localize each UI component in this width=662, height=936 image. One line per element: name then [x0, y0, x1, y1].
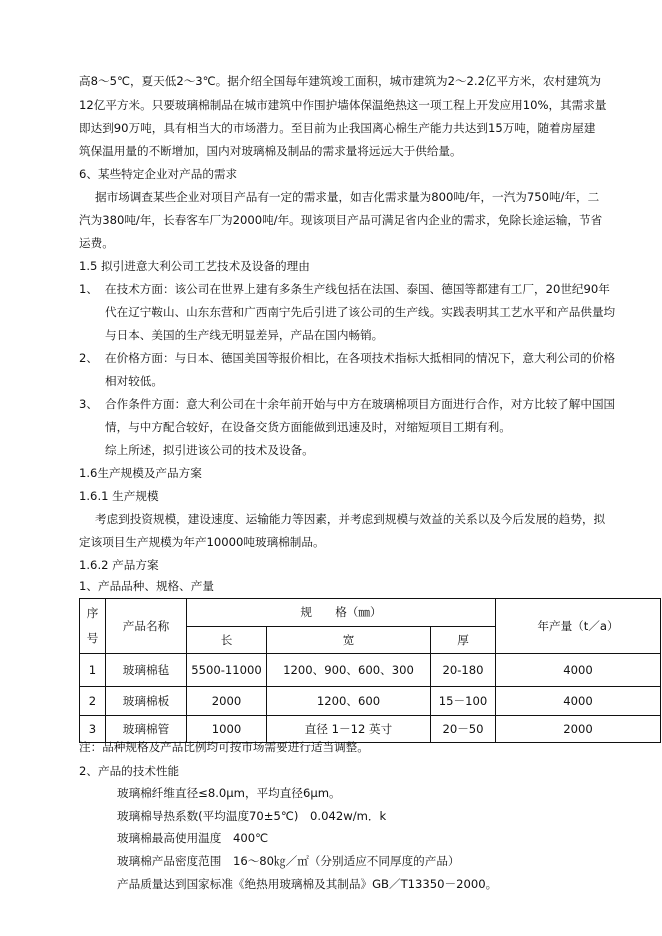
product-spec-table [79, 598, 661, 743]
header-seq-2: 号 [86, 631, 99, 645]
section-6-line-1: 据市场调查某些企业对项目产品有一定的需求量，如吉化需求量为800吨/年，一汽为750吨/年，二 [95, 190, 600, 204]
row-2-width: 1200、600 [267, 687, 431, 716]
row-2-seq: 2 [80, 687, 106, 716]
reason-2-line-2: 相对较低。 [105, 374, 163, 388]
header-length: 长 [187, 627, 267, 654]
section-1-5-conclusion: 综上所述，拟引进该公司的技术及设备。 [105, 443, 314, 457]
intro-line-3: 即达到90万吨，具有相当大的市场潜力。至目前为止我国离心棉生产能力共达到15万吨，随着房屋建 [79, 121, 596, 135]
row-1-output: 4000 [496, 654, 661, 687]
row-1-seq: 1 [80, 654, 106, 687]
header-spec: 规 格（㎜） [187, 599, 496, 627]
section-1-6-2-heading: 1.6.2 产品方案 [79, 558, 159, 572]
reason-3-line-1: 合作条件方面：意大利公司在十余年前开始与中方在玻璃棉项目方面进行合作，对方比较了解中国国 [105, 397, 616, 411]
section-1-5-heading: 1.5 拟引进意大利公司工艺技术及设备的理由 [79, 259, 310, 273]
tech-line-max-temp: 玻璃棉最高使用温度 400℃ [117, 831, 269, 845]
row-3-thickness: 20－50 [431, 716, 496, 743]
section-6-line-2: 汽为380吨/年，长春客车厂为2000吨/年。现该项目产品可满足省内企业的需求，免除长途运输，节省 [79, 213, 603, 227]
tech-line-density: 玻璃棉产品密度范围 16～80㎏／㎡（分别适应不同厚度的产品） [117, 854, 460, 868]
row-2-output: 4000 [496, 687, 661, 716]
row-1-name: 玻璃棉毡 [106, 654, 187, 687]
tech-line-standard: 产品质量达到国家标准《绝热用玻璃棉及其制品》GB／T13350－2000。 [117, 877, 498, 891]
reason-2-line-1: 在价格方面：与日本、德国美国等报价相比，在各项技术指标大抵相同的情况下，意大利公司的价格 [105, 351, 616, 365]
header-seq-cell [80, 599, 106, 654]
table-note: 注：品种规格及产品比例均可按市场需要进行适当调整。 [79, 740, 369, 754]
row-3-length: 1000 [187, 716, 267, 743]
header-name: 产品名称 [106, 599, 187, 654]
reason-1-line-3: 与日本、美国的生产线无明显差异，产品在国内畅销。 [105, 328, 384, 342]
intro-line-4: 筑保温用量的不断增加，国内对玻璃棉及制品的需求量将远远大于供给量。 [79, 144, 462, 158]
row-2-thickness: 15－100 [431, 687, 496, 716]
header-output: 年产量（t／a） [496, 599, 661, 654]
table-row [80, 687, 661, 716]
row-1-length: 5500-11000 [187, 654, 267, 687]
section-1-6-1-heading: 1.6.1 生产规模 [79, 489, 159, 503]
reason-2-number: 2、 [79, 351, 98, 365]
row-3-seq: 3 [80, 716, 106, 743]
intro-line-1: 高8～5℃，夏天低2～3℃。据介绍全国每年建筑竣工面积，城市建筑为2～2.2亿平方米，农村建筑为 [79, 74, 601, 88]
header-seq: 序 [86, 606, 99, 620]
reason-3-line-2: 情，与中方配合较好，在设备交货方面能做到迅速及时，对缩短项目工期有利。 [105, 420, 511, 434]
header-thickness: 厚 [431, 627, 496, 654]
row-3-width: 直径 1－12 英寸 [267, 716, 431, 743]
row-1-width: 1200、900、600、300 [267, 654, 431, 687]
row-2-name: 玻璃棉板 [106, 687, 187, 716]
row-1-thickness: 20-180 [431, 654, 496, 687]
reason-1-number: 1、 [79, 282, 98, 296]
reason-1-line-2: 代在辽宁鞍山、山东东营和广西南宁先后引进了该公司的生产线。实践表明其工艺水平和产品供量均 [105, 305, 616, 319]
section-1-6-heading: 1.6生产规模及产品方案 [79, 466, 202, 480]
section-6-line-3: 运费。 [79, 236, 114, 250]
scale-line-2: 定该项目生产规模为年产10000吨玻璃棉制品。 [79, 535, 325, 549]
intro-line-2: 12亿平方米。只要玻璃棉制品在城市建筑中作围护墙体保温绝热这一项工程上开发应用10%，其需求量 [79, 98, 607, 112]
reason-3-number: 3、 [79, 397, 98, 411]
tech-line-fiber: 玻璃棉纤维直径≤8.0μm，平均直径6μm。 [117, 786, 341, 800]
scale-line-1: 考虑到投资规模，建设速度、运输能力等因素，并考虑到规模与效益的关系以及今后发展的趋势，拟 [95, 512, 606, 526]
tech-line-conductivity: 玻璃棉导热系数(平均温度70±5℃) 0.042w/m．k [117, 809, 387, 823]
table-header-row [80, 599, 661, 627]
product-list-heading: 1、产品品种、规格、产量 [79, 579, 214, 593]
table-row [80, 654, 661, 687]
section-6-heading: 6、某些特定企业对产品的需求 [79, 167, 238, 181]
reason-1-line-1: 在技术方面：该公司在世界上建有多条生产线包括在法国、泰国、德国等都建有工厂，20世纪90年 [105, 282, 610, 296]
row-3-output: 2000 [496, 716, 661, 743]
tech-heading: 2、产品的技术性能 [79, 764, 180, 778]
row-2-length: 2000 [187, 687, 267, 716]
row-3-name: 玻璃棉管 [106, 716, 187, 743]
header-width: 宽 [267, 627, 431, 654]
